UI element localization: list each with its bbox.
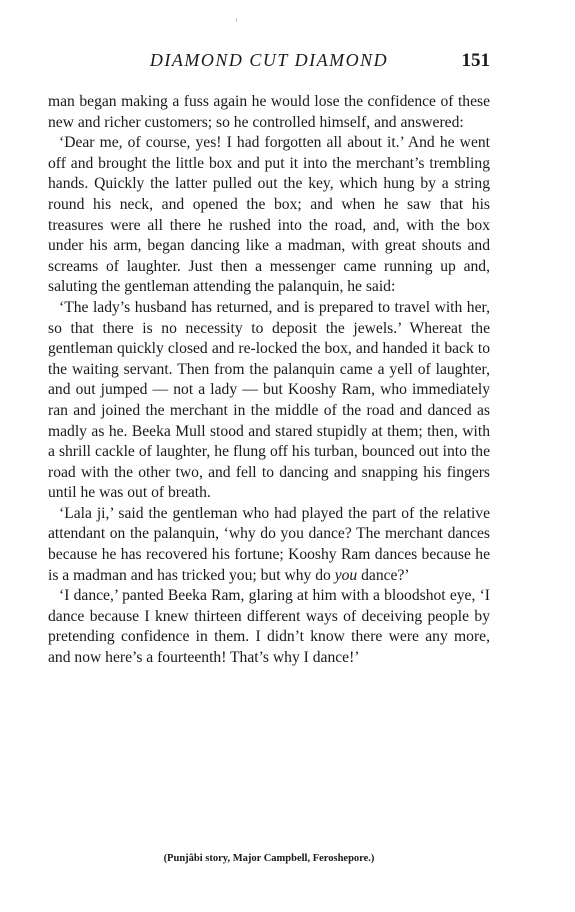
paragraph-5: ‘I dance,’ panted Beeka Ram, glaring at him with a bloodshot eye, ‘I dance because I knew thirteen different ways of deceiving people by pretending confidence in them. I didn’t know there were any more, and now here’s a fourteenth! That’s why I dance!’ [48,587,490,667]
page-number: 151 [461,50,490,71]
page-header [48,50,490,76]
stray-mark [236,18,237,22]
running-title: DIAMOND CUT DIAMOND [149,50,389,70]
paragraph-2: ‘Dear me, of course, yes! I had forgotten all about it.’ And he went off and brought the little box and put it into the merchant’s trembling hands. Quickly the latter pulled out the key, which hung by a string round his neck, and opened the box; and when he saw that his treasures were all there he rushed into the road, and, with the box under his arm, began dancing like a madman, with great shouts and screams of laughter. Just then a messenger came running up and, saluting the gentleman attending the palanquin, he said: [48,134,490,296]
paragraph-1: man began making a fuss again he would lose the confidence of these new and richer customers; so he controlled himself, and answered: [48,93,490,131]
paragraph-4-part-a: ‘Lala ji,’ said the gentleman who had played the part of the relative attendant on the palanquin, ‘why do you dance? The merchant dances because he has recovered his fortune; Kooshy Ram dances because he is a madman and has tricked you; but why do [48,504,490,584]
paragraph-4 [48,504,490,586]
paragraph-3: ‘The lady’s husband has returned, and is prepared to travel with her, so that there is no necessity to deposit the jewels.’ Whereat the gentleman quickly closed and re-locked the box, and handed it back to the waiting servant. Then from the palanquin came a yell of laughter, and out jumped — not a lady — but Kooshy Ram, who immediately ran and joined the merchant in the middle of the road and danced as madly as he. Beeka Mull stood and stared stupidly at them; then, with a shrill cackle of laughter, he flung off his turban, bounced out into the road with the other two, and fell to dancing and snapping his fingers until he was out of breath. [48,298,490,502]
source-footnote: (Punjâbi story, Major Campbell, Feroshepore.) [163,853,375,864]
body-text [48,92,490,669]
emphasis-you: you [334,566,358,584]
paragraph-4-part-b: dance?’ [357,566,410,584]
